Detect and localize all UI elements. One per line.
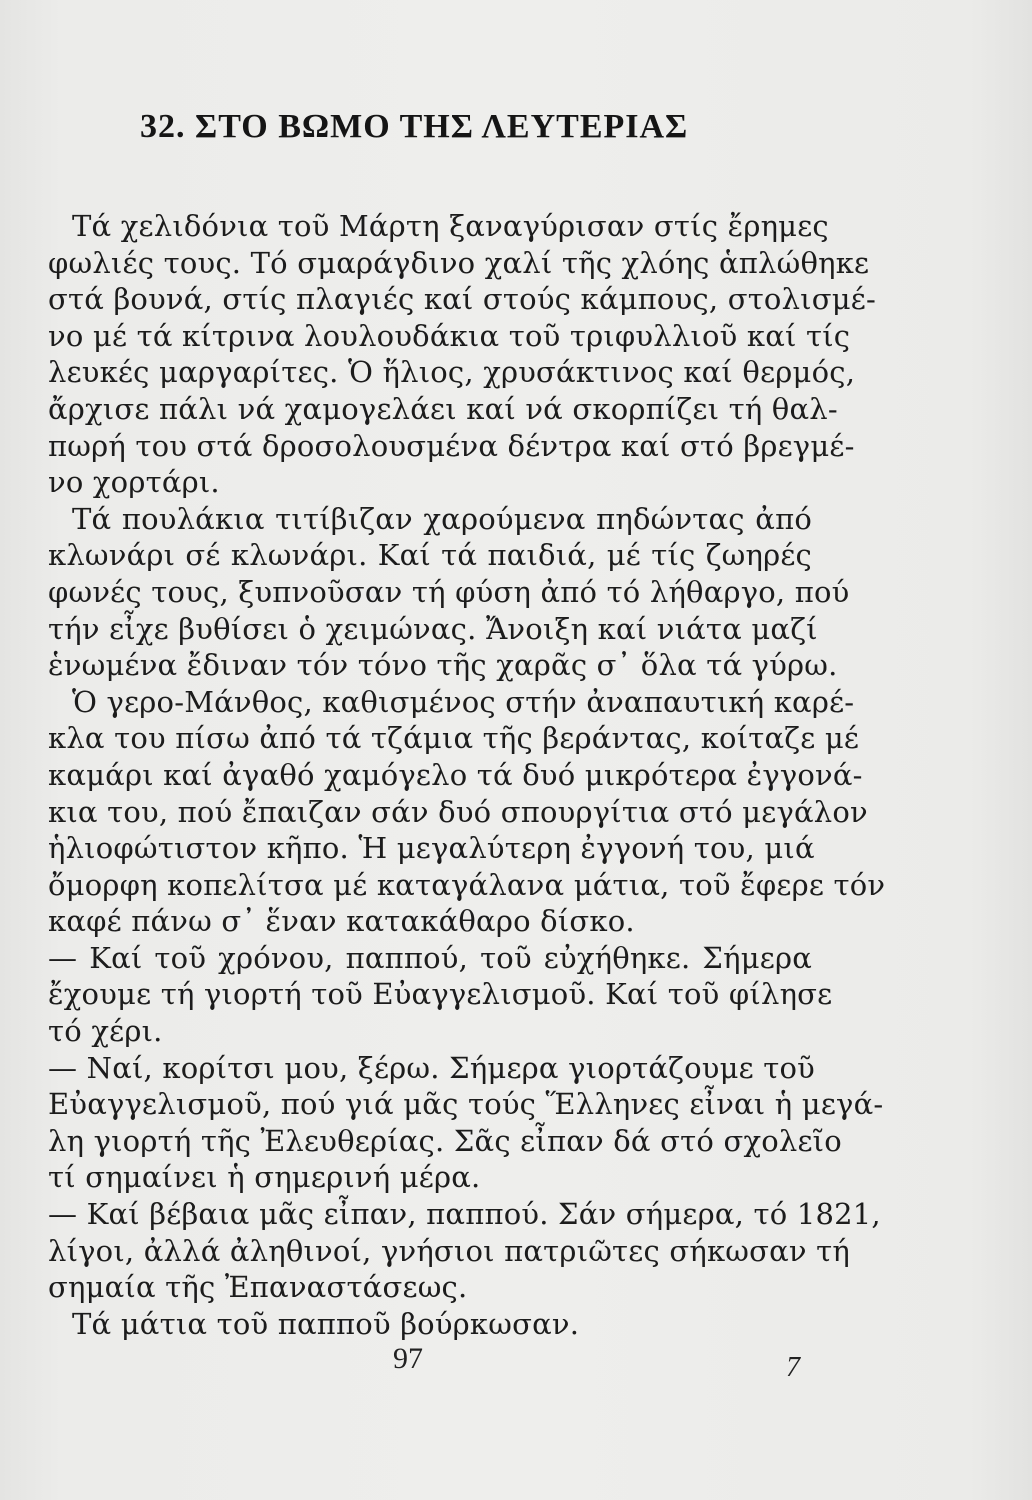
text-line: λίγοι, ἀλλά ἀληθινοί, γνήσιοι πατριῶτες σήκωσαν τή [48, 1233, 850, 1268]
text-line: στά βουνά, στίς πλαγιές καί στούς κάμπους, στολισμέ- [48, 282, 877, 317]
text-line: σημαία τῆς Ἐπαναστάσεως. [48, 1270, 468, 1305]
text-line: Ὁ γερο-Μάνθος, καθισμένος στήν ἀναπαυτική καρέ- [72, 684, 855, 719]
chapter-body-text [48, 208, 886, 1342]
text-line: καφέ πάνω σ᾽ ἕναν κατακάθαρο δίσκο. [48, 904, 635, 939]
page-number: 97 [393, 1342, 423, 1375]
text-line: λευκές μαργαρίτες. Ὁ ἥλιος, χρυσάκτινος καί θερμός, [48, 355, 856, 390]
text-line: τί σημαίνει ἡ σημερινή μέρα. [48, 1160, 481, 1195]
text-line: Τά μάτια τοῦ παπποῦ βούρκωσαν. [72, 1306, 580, 1341]
text-line: κλα του πίσω ἀπό τά τζάμια τῆς βεράντας, κοίταζε μέ [48, 721, 860, 756]
text-line: καμάρι καί ἀγαθό χαμόγελο τά δυό μικρότερα ἐγγονά- [48, 757, 863, 792]
text-line: — Καί τοῦ χρόνου, παππού, τοῦ εὐχήθηκε. Σήμερα [48, 940, 812, 975]
text-line: ἡλιοφώτιστον κῆπο. Ἡ μεγαλύτερη ἐγγονή του, μιά [48, 831, 815, 866]
chapter-title: 32. ΣΤΟ ΒΩΜΟ ΤΗΣ ΛΕΥΤΕΡΙΑΣ [140, 108, 689, 145]
text-line: Εὐαγγελισμοῦ, πού γιά μᾶς τούς Ἕλληνες εἶναι ἡ μεγά- [48, 1087, 884, 1122]
text-line: Τά χελιδόνια τοῦ Μάρτη ξαναγύρισαν στίς ἔρημες [72, 209, 829, 243]
text-line: ἑνωμένα ἔδιναν τόν τόνο τῆς χαρᾶς σ᾽ ὅλα τά γύρω. [48, 648, 838, 683]
text-line: ὄμορφη κοπελίτσα μέ καταγάλανα μάτια, τοῦ ἔφερε τόν [48, 867, 886, 902]
text-line: κια του, πού ἔπαιζαν σάν δυό σπουργίτια στό μεγάλον [48, 794, 868, 829]
text-line: κλωνάρι σέ κλωνάρι. Καί τά παιδιά, μέ τίς ζωηρές [48, 538, 812, 573]
text-line: νο μέ τά κίτρινα λουλουδάκια τοῦ τριφυλλιοῦ καί τίς [48, 318, 851, 353]
text-line: ἔχουμε τή γιορτή τοῦ Εὐαγγελισμοῦ. Καί τοῦ φίλησε [48, 977, 833, 1012]
text-line: φωλιές τους. Τό σμαράγδινο χαλί τῆς χλόης ἁπλώθηκε [48, 245, 870, 280]
text-line: Τά πουλάκια τιτίβιζαν χαρούμενα πηδώντας ἀπό [72, 501, 812, 536]
printer-signature-mark: 7 [786, 1352, 800, 1383]
text-line: ἄρχισε πάλι νά χαμογελάει καί νά σκορπίζει τή θαλ- [48, 391, 838, 426]
text-line: τό χέρι. [48, 1014, 163, 1049]
text-line: — Ναί, κορίτσι μου, ξέρω. Σήμερα γιορτάζουμε τοῦ [48, 1050, 815, 1085]
text-line: φωνές τους, ξυπνοῦσαν τή φύση ἀπό τό λήθαργο, πού [48, 574, 850, 609]
text-line: λη γιορτή τῆς Ἐλευθερίας. Σᾶς εἶπαν δά στό σχολεῖο [48, 1123, 842, 1158]
text-line: νο χορτάρι. [48, 465, 220, 500]
text-line: πωρή του στά δροσολουσμένα δέντρα καί στό βρεγμέ- [48, 428, 855, 463]
text-line: τήν εἶχε βυθίσει ὁ χειμώνας. Ἄνοιξη καί νιάτα μαζί [48, 611, 818, 646]
text-line: — Καί βέβαια μᾶς εἶπαν, παππού. Σάν σήμερα, τό 1821, [48, 1197, 881, 1232]
